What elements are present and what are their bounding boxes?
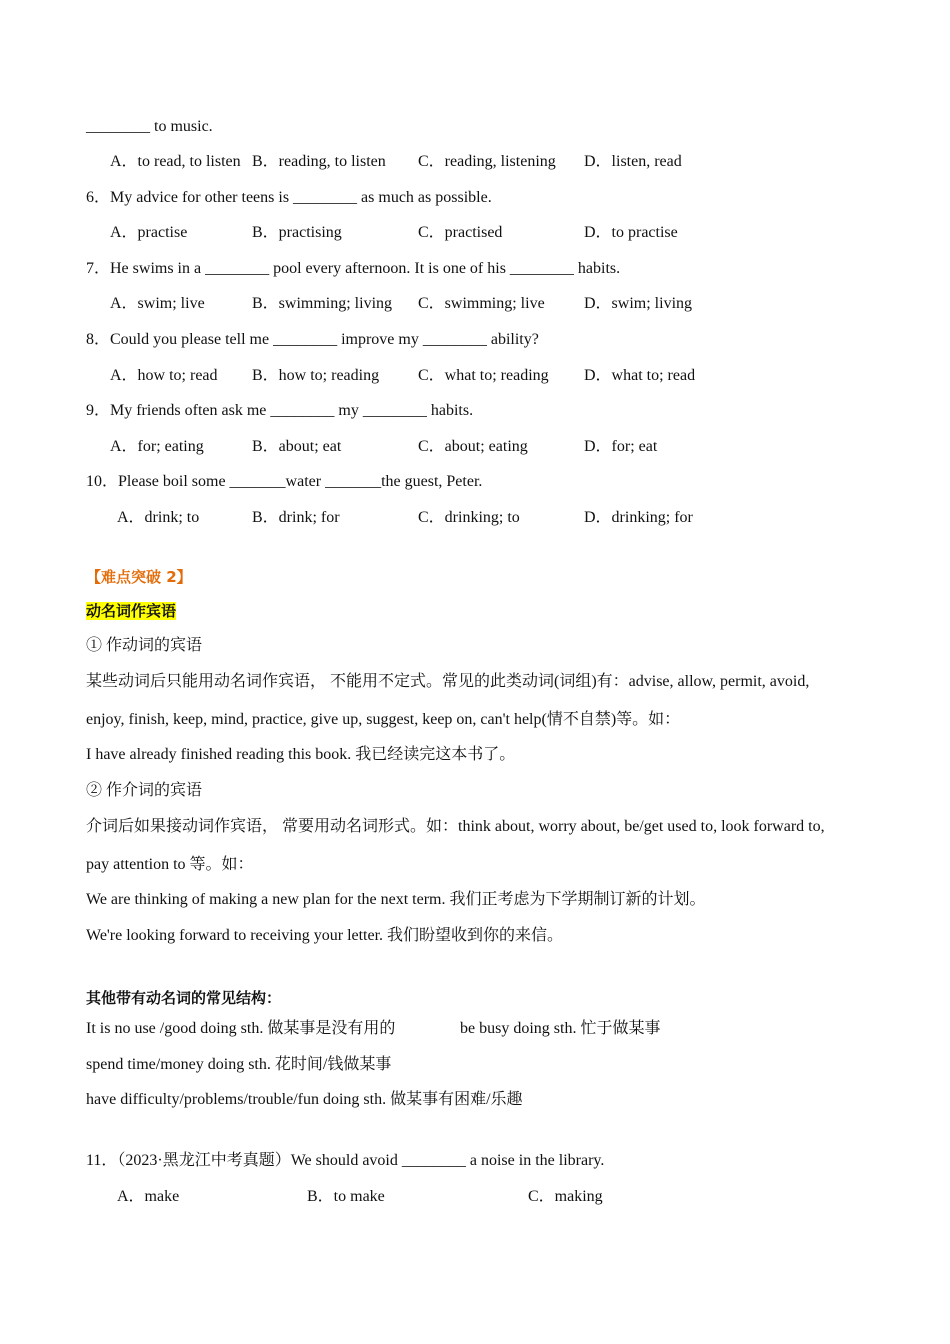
section-title: 【难点突破 2】 <box>86 568 192 586</box>
other-structures-heading: 其他带有动名词的常见结构： <box>86 989 282 1007</box>
q7-option-d: D．swim; living <box>584 295 693 312</box>
q7-option-a: A．swim; live <box>110 295 205 312</box>
structure-1b: be busy doing sth. 忙于做某事 <box>460 1020 661 1037</box>
q9-option-a: A．for; eating <box>110 438 204 455</box>
q5-option-b: B．reading, to listen <box>252 153 386 170</box>
paragraph-2-line-2: pay attention to 等。如： <box>86 856 254 873</box>
q9-option-b: B．about; eat <box>252 438 342 455</box>
q8-option-b: B．how to; reading <box>252 367 380 384</box>
q7-stem: 7．He swims in a ________ pool every afternoon. It is one of his ________ habits. <box>86 260 621 277</box>
q11-option-a: A．make <box>117 1188 180 1205</box>
topic-heading <box>86 601 176 622</box>
q9-option-c: C．about; eating <box>418 438 528 455</box>
q11-option-b: B．to make <box>307 1188 385 1205</box>
structure-2: spend time/money doing sth. 花时间/钱做某事 <box>86 1056 392 1073</box>
paragraph-2-line-1: 介词后如果接动词作宾语， 常要用动名词形式。如：think about, worry about, be/get used to, look forward to, <box>86 818 825 835</box>
q10-option-c: C．drinking; to <box>418 509 520 526</box>
q9-stem: 9．My friends often ask me ________ my ________ habits. <box>86 402 474 419</box>
structure-3: have difficulty/problems/trouble/fun doing sth. 做某事有困难/乐趣 <box>86 1091 523 1108</box>
q5-option-c: C．reading, listening <box>418 153 556 170</box>
q6-option-d: D．to practise <box>584 224 678 241</box>
q5-tail: ________ to music. <box>86 118 213 135</box>
q5-option-a: A．to read, to listen <box>110 153 241 170</box>
q10-option-d: D．drinking; for <box>584 509 693 526</box>
structure-1a: It is no use /good doing sth. 做某事是没有用的 <box>86 1020 396 1037</box>
paragraph-1-line-1: 某些动词后只能用动名词作宾语， 不能用不定式。常见的此类动词(词组)有：advise, allow, permit, avoid, <box>86 673 810 690</box>
q7-option-b: B．swimming; living <box>252 295 393 312</box>
q10-option-b: B．drink; for <box>252 509 340 526</box>
subheading-verb-object: ① 作动词的宾语 <box>86 637 203 654</box>
q8-stem: 8．Could you please tell me ________ improve my ________ ability? <box>86 331 539 348</box>
q8-option-c: C．what to; reading <box>418 367 549 384</box>
q8-option-d: D．what to; read <box>584 367 696 384</box>
q9-option-d: D．for; eat <box>584 438 658 455</box>
q10-option-a: A．drink; to <box>117 509 200 526</box>
topic-highlight: 动名词作宾语 <box>86 602 177 620</box>
example-3: We're looking forward to receiving your letter. 我们盼望收到你的来信。 <box>86 927 564 944</box>
q5-option-d: D．listen, read <box>584 153 682 170</box>
example-1: I have already finished reading this book. 我已经读完这本书了。 <box>86 746 516 763</box>
subheading-preposition-object: ② 作介词的宾语 <box>86 782 203 799</box>
q6-option-c: C．practised <box>418 224 503 241</box>
q6-option-a: A．practise <box>110 224 188 241</box>
q6-stem: 6．My advice for other teens is ________ as much as possible. <box>86 189 492 206</box>
paragraph-1-line-2: enjoy, finish, keep, mind, practice, give up, suggest, keep on, can't help(情不自禁)等。如： <box>86 711 681 728</box>
q6-option-b: B．practising <box>252 224 342 241</box>
q8-option-a: A．how to; read <box>110 367 218 384</box>
example-2: We are thinking of making a new plan for the next term. 我们正考虑为下学期制订新的计划。 <box>86 891 706 908</box>
q7-option-c: C．swimming; live <box>418 295 545 312</box>
q10-stem: 10．Please boil some _______water _______the guest, Peter. <box>86 473 483 490</box>
q11-stem: 11．（2023·黑龙江中考真题）We should avoid ________ a noise in the library. <box>86 1152 605 1169</box>
q11-option-c: C．making <box>528 1188 603 1205</box>
